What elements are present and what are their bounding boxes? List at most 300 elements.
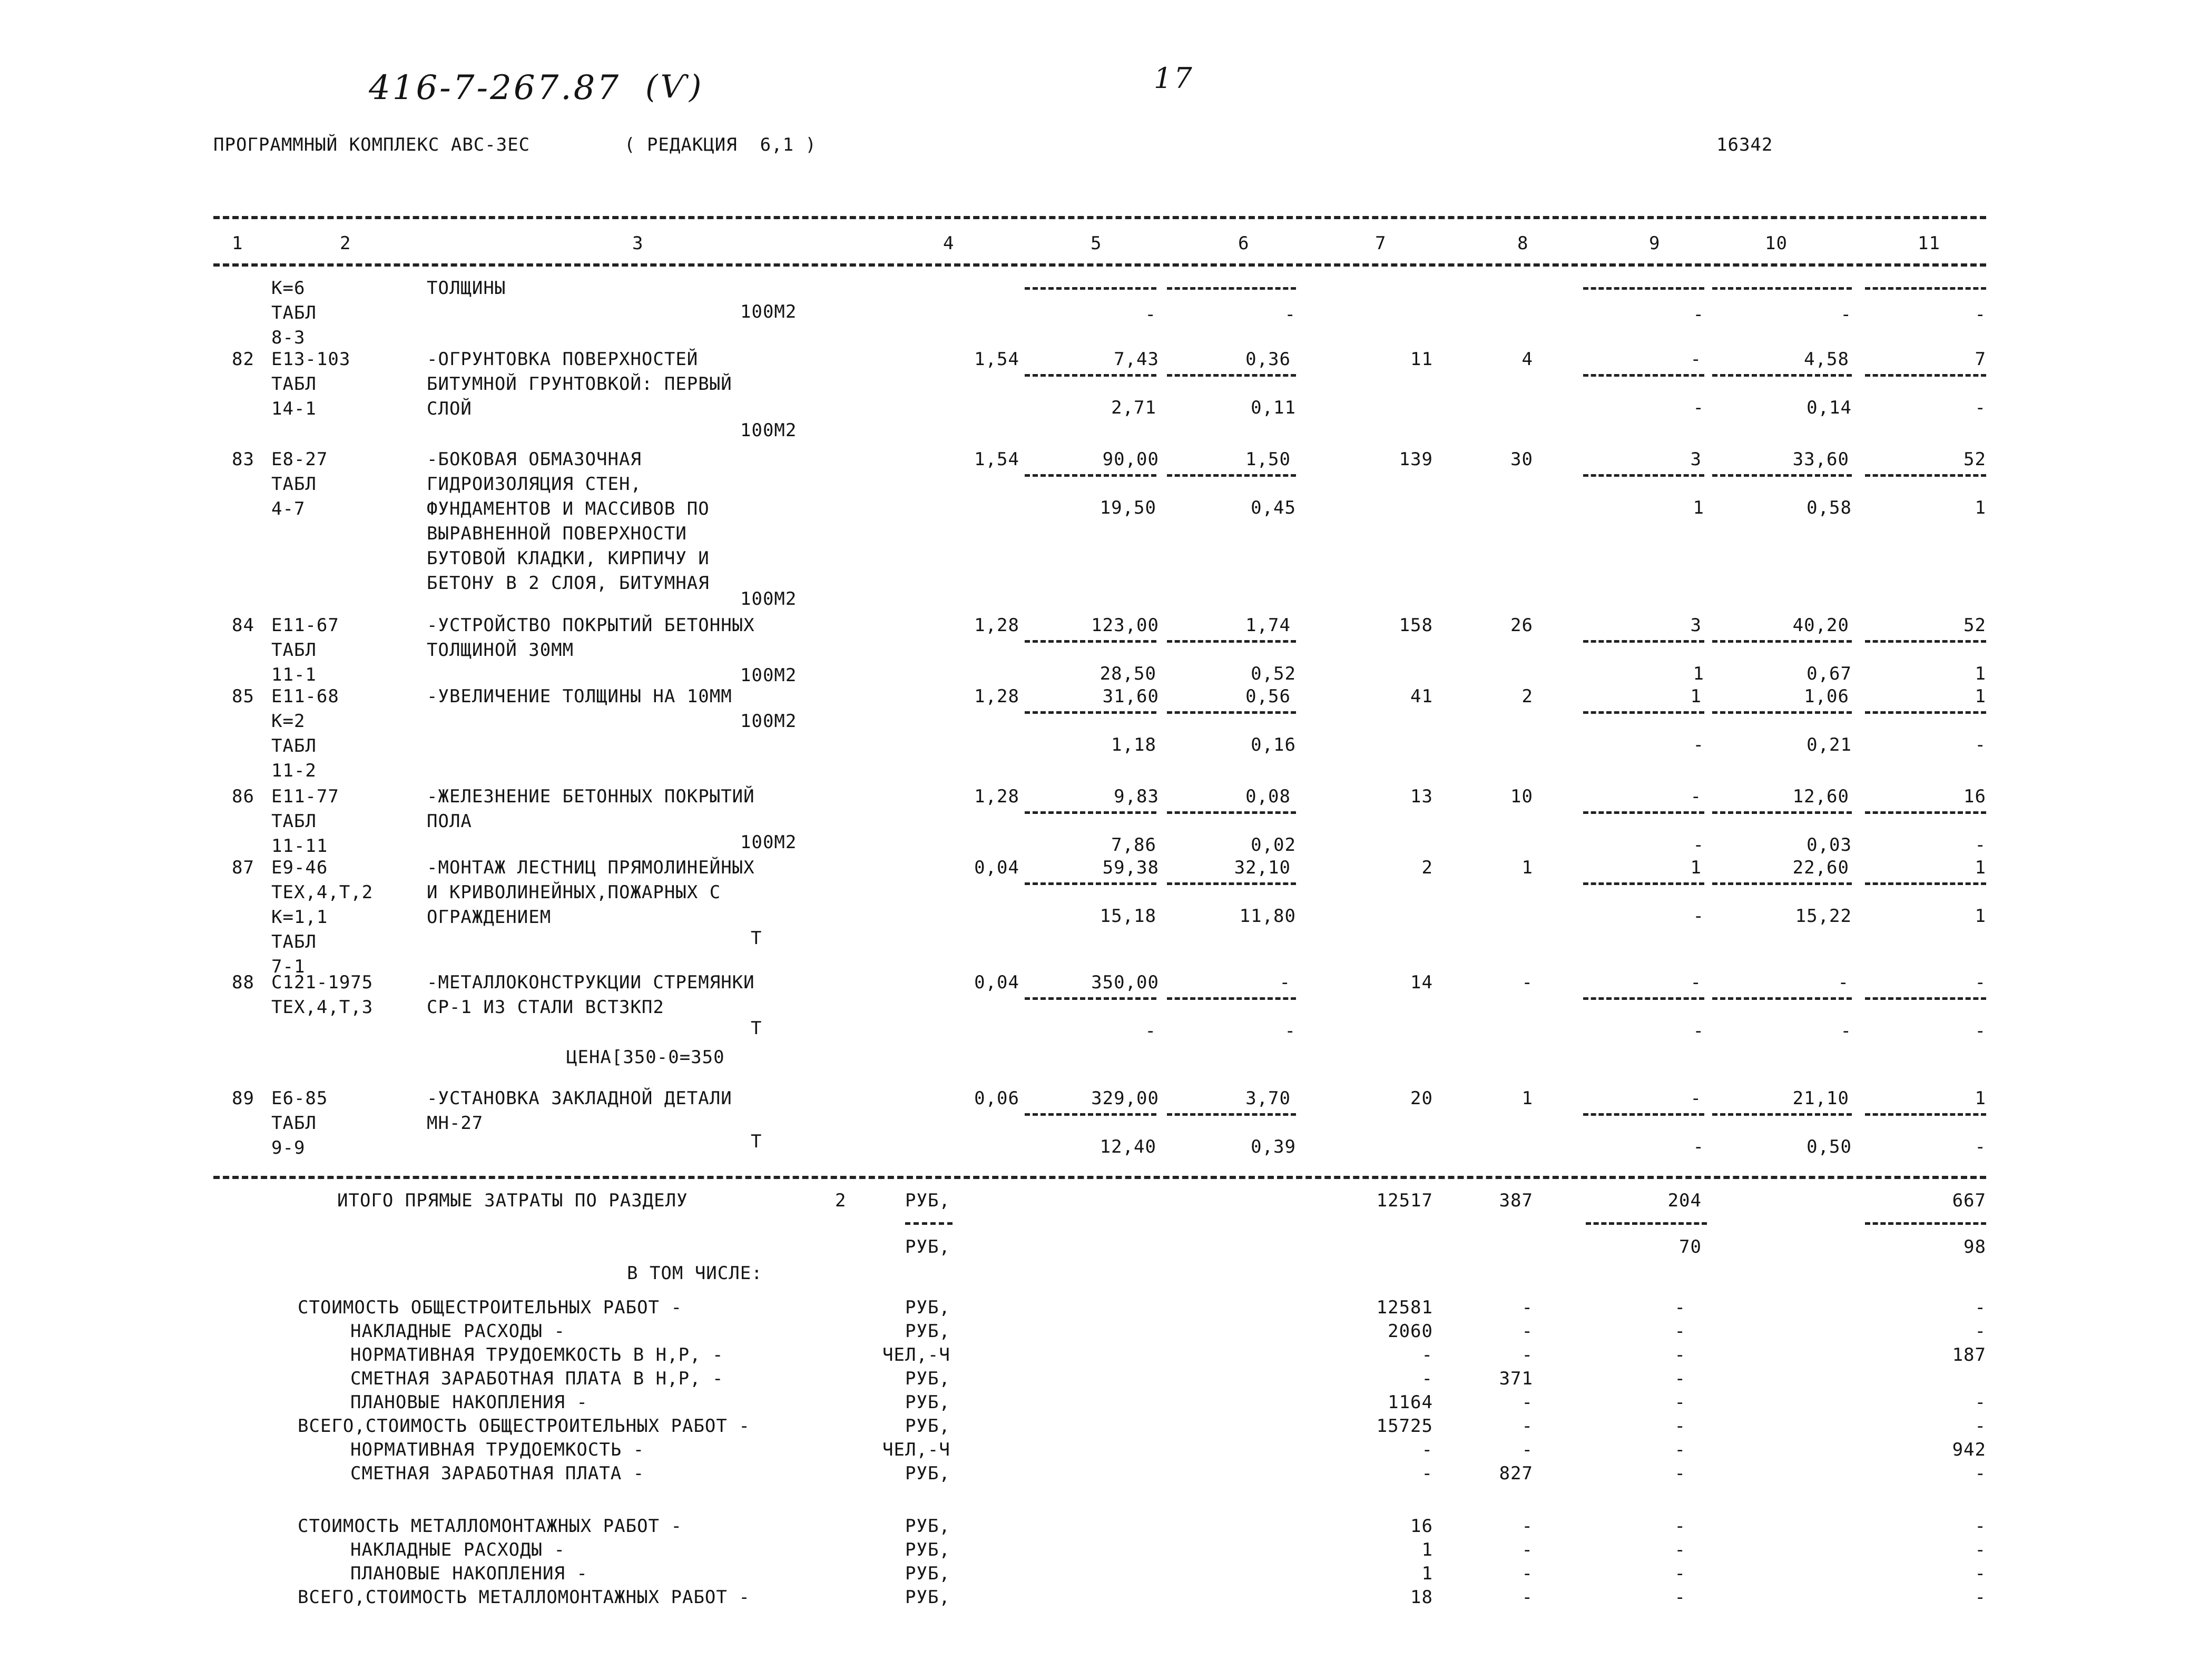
summary-c9: -	[1674, 1463, 1686, 1484]
summary-c7: 1	[1421, 1563, 1433, 1584]
dash-line	[1865, 640, 1986, 643]
cell-d9: -	[1693, 834, 1704, 856]
summary-unit: РУБ,	[905, 1463, 950, 1484]
summary-c8: 371	[1499, 1368, 1533, 1389]
norm-code: Е9-46	[271, 857, 328, 878]
dash-line	[1712, 474, 1852, 477]
norm-code: 11-11	[271, 836, 328, 857]
cell-coef: 1,28	[974, 786, 1019, 807]
cell-coef: 0,04	[974, 857, 1019, 878]
column-header-11: 11	[1918, 233, 1940, 254]
summary-c8: -	[1521, 1297, 1533, 1318]
summary-c8: -	[1521, 1416, 1533, 1437]
summary-c8: -	[1521, 1439, 1533, 1460]
cell-c5: 329,00	[1091, 1088, 1159, 1109]
dash-line	[1865, 474, 1986, 477]
norm-code: ТАБЛ	[271, 640, 317, 661]
cell-c7: 20	[1410, 1088, 1433, 1109]
cell-d10: -	[1840, 304, 1852, 325]
dash-line	[1586, 1222, 1707, 1225]
column-header-9: 9	[1649, 233, 1661, 254]
column-header-1: 1	[232, 233, 243, 254]
norm-code: К=2	[271, 711, 306, 732]
cell-c11: 52	[1963, 449, 1986, 470]
cell-c11: 16	[1963, 786, 1986, 807]
in-that-number: В ТОМ ЧИСЛЕ:	[627, 1263, 763, 1284]
dash-line	[1712, 287, 1852, 290]
cell-c8: -	[1521, 972, 1533, 993]
cell-c5: 9,83	[1114, 786, 1159, 807]
summary-c8: -	[1521, 1516, 1533, 1537]
summary-unit: РУБ,	[905, 1587, 950, 1608]
norm-code: 14-1	[271, 398, 317, 419]
work-description: ГИДРОИЗОЛЯЦИЯ СТЕН,	[427, 474, 642, 495]
cell-c10: 22,60	[1792, 857, 1849, 878]
dash-line	[1583, 374, 1704, 377]
cell-c9: 3	[1690, 449, 1702, 470]
cell-c6: 1,50	[1245, 449, 1291, 470]
cell-c5: 123,00	[1091, 615, 1159, 636]
dash-line	[1865, 1222, 1986, 1225]
cell-d11: 1	[1975, 663, 1986, 684]
cell-d11: 1	[1975, 906, 1986, 927]
norm-code: К=1,1	[271, 907, 328, 928]
dash-line	[1025, 882, 1156, 885]
page-number: 17	[1154, 62, 1194, 95]
cell-d6: 0,16	[1251, 734, 1296, 755]
dash-line	[1583, 287, 1704, 290]
cell-d9: -	[1693, 1020, 1704, 1042]
norm-code: ТЕХ,4,Т,3	[271, 997, 374, 1018]
dash-line	[1583, 711, 1704, 714]
cell-d9: -	[1693, 304, 1704, 325]
dash-line	[1025, 997, 1156, 1000]
summary-c11: -	[1975, 1297, 1986, 1318]
cell-coef: 0,06	[974, 1088, 1019, 1109]
cell-d5: 19,50	[1099, 497, 1156, 518]
unit: Т	[751, 928, 762, 949]
work-description: СР-1 ИЗ СТАЛИ ВСТ3КП2	[427, 997, 664, 1018]
program-name: ПРОГРАММНЫЙ КОМПЛЕКС АВС-3ЕС	[213, 134, 531, 155]
summary-c8: -	[1521, 1344, 1533, 1365]
cell-coef: 1,54	[974, 449, 1019, 470]
work-description: ФУНДАМЕНТОВ И МАССИВОВ ПО	[427, 498, 710, 519]
cell-coef: 1,28	[974, 686, 1019, 707]
norm-code: ТАБЛ	[271, 931, 317, 952]
cell-c5: 31,60	[1102, 686, 1159, 707]
header-rule-bottom	[213, 263, 1986, 267]
norm-code: 8-3	[271, 327, 306, 348]
cell-d6: 0,45	[1251, 497, 1296, 518]
cell-d6: 11,80	[1239, 906, 1296, 927]
dash-line	[1583, 1113, 1704, 1116]
dash-line	[905, 1222, 953, 1225]
cell-c6: 0,36	[1245, 349, 1291, 370]
column-header-2: 2	[340, 233, 351, 254]
cell-d6: 0,39	[1251, 1136, 1296, 1157]
cell-d6: 0,02	[1251, 834, 1296, 856]
cell-d5: 2,71	[1111, 397, 1156, 418]
dash-line	[1865, 811, 1986, 814]
cell-d5: 15,18	[1099, 906, 1156, 927]
cell-d5: 7,86	[1111, 834, 1156, 856]
totals-c11: 667	[1952, 1190, 1986, 1211]
dash-line	[1167, 374, 1296, 377]
cell-c10: 33,60	[1792, 449, 1849, 470]
cell-c7: 2	[1421, 857, 1433, 878]
row-number: 84	[232, 615, 254, 636]
cell-c5: 90,00	[1102, 449, 1159, 470]
cell-d11: -	[1975, 834, 1986, 856]
dash-line	[1865, 997, 1986, 1000]
cell-c8: 2	[1521, 686, 1533, 707]
cell-d9: -	[1693, 1136, 1704, 1157]
cell-c9: -	[1690, 972, 1702, 993]
dash-line	[1865, 1113, 1986, 1116]
dash-line	[1025, 711, 1156, 714]
dash-line	[1167, 882, 1296, 885]
cell-c10: 40,20	[1792, 615, 1849, 636]
summary-unit: РУБ,	[905, 1416, 950, 1437]
totals-c9: 204	[1667, 1190, 1702, 1211]
summary-unit: РУБ,	[905, 1297, 950, 1318]
cell-c6: 3,70	[1245, 1088, 1291, 1109]
row-number: 89	[232, 1088, 254, 1109]
cell-c11: 1	[1975, 1088, 1986, 1109]
cell-c7: 11	[1410, 349, 1433, 370]
summary-c9: -	[1674, 1439, 1686, 1460]
work-description: И КРИВОЛИНЕЙНЫХ,ПОЖАРНЫХ С	[427, 882, 721, 903]
totals-unit: РУБ,	[905, 1190, 950, 1211]
summary-label: НАКЛАДНЫЕ РАСХОДЫ -	[350, 1539, 565, 1560]
cell-c8: 10	[1510, 786, 1533, 807]
column-header-5: 5	[1091, 233, 1102, 254]
work-description: СЛОЙ	[427, 398, 472, 419]
row-number: 86	[232, 786, 254, 807]
cell-c7: 158	[1399, 615, 1433, 636]
dash-line	[1025, 640, 1156, 643]
dash-line	[1025, 474, 1156, 477]
dash-line	[1583, 811, 1704, 814]
dash-line	[1712, 1113, 1852, 1116]
dash-line	[1167, 1113, 1296, 1116]
dash-line	[1712, 997, 1852, 1000]
dash-line	[1583, 997, 1704, 1000]
cell-c7: 41	[1410, 686, 1433, 707]
work-description: -МЕТАЛЛОКОНСТРУКЦИИ СТРЕМЯНКИ	[427, 972, 755, 993]
cell-c10: 4,58	[1804, 349, 1849, 370]
cell-d11: -	[1975, 1136, 1986, 1157]
summary-c11: -	[1975, 1563, 1986, 1584]
summary-c11: -	[1975, 1587, 1986, 1608]
dash-line	[1167, 474, 1296, 477]
summary-c9: -	[1674, 1563, 1686, 1584]
cell-d6: 0,11	[1251, 397, 1296, 418]
summary-c8: 827	[1499, 1463, 1533, 1484]
column-header-10: 10	[1765, 233, 1788, 254]
summary-label: ПЛАНОВЫЕ НАКОПЛЕНИЯ -	[350, 1392, 588, 1413]
cell-c7: 13	[1410, 786, 1433, 807]
dash-line	[1167, 997, 1296, 1000]
cell-d10: 0,50	[1807, 1136, 1852, 1157]
column-header-8: 8	[1517, 233, 1529, 254]
cell-d6: -	[1284, 1020, 1296, 1042]
cell-d9: -	[1693, 734, 1704, 755]
cell-c11: 1	[1975, 857, 1986, 878]
dash-line	[1865, 711, 1986, 714]
cell-d10: 0,67	[1807, 663, 1852, 684]
work-description: -БОКОВАЯ ОБМАЗОЧНАЯ	[427, 449, 642, 470]
cell-c6: 32,10	[1234, 857, 1291, 878]
dash-line	[1712, 882, 1852, 885]
work-description: МН-27	[427, 1113, 484, 1134]
cell-d5: 12,40	[1099, 1136, 1156, 1157]
norm-code: ТАБЛ	[271, 735, 317, 757]
cell-c7: 14	[1410, 972, 1433, 993]
summary-label: СМЕТНАЯ ЗАРАБОТНАЯ ПЛАТА -	[350, 1463, 645, 1484]
cell-c6: 1,74	[1245, 615, 1291, 636]
cell-c7: 139	[1399, 449, 1433, 470]
unit: 100М2	[740, 301, 797, 322]
norm-code: 7-1	[271, 956, 306, 977]
unit: 100М2	[740, 832, 797, 853]
norm-code: Е11-77	[271, 786, 339, 807]
summary-c9: -	[1674, 1321, 1686, 1342]
work-description: -ОГРУНТОВКА ПОВЕРХНОСТЕЙ	[427, 349, 699, 370]
summary-c7: 1164	[1388, 1392, 1433, 1413]
dash-line	[1712, 640, 1852, 643]
cell-d5: 1,18	[1111, 734, 1156, 755]
dash-line	[1025, 374, 1156, 377]
dash-line	[1167, 640, 1296, 643]
cell-c9: -	[1690, 786, 1702, 807]
summary-c7: -	[1421, 1463, 1433, 1484]
cell-c8: 1	[1521, 1088, 1533, 1109]
summary-label: НОРМАТИВНАЯ ТРУДОЕМКОСТЬ В Н,Р, -	[350, 1344, 724, 1365]
cell-d9: -	[1693, 906, 1704, 927]
cell-c11: -	[1975, 972, 1986, 993]
cell-coef: 1,28	[974, 615, 1019, 636]
dash-line	[1583, 882, 1704, 885]
norm-code: ТЕХ,4,Т,2	[271, 882, 374, 903]
summary-c9: -	[1674, 1392, 1686, 1413]
summary-c11: -	[1975, 1539, 1986, 1560]
norm-code: ТАБЛ	[271, 474, 317, 495]
summary-unit: РУБ,	[905, 1321, 950, 1342]
unit: 100М2	[740, 665, 797, 686]
dash-line	[1025, 1113, 1156, 1116]
summary-c7: 1	[1421, 1539, 1433, 1560]
cell-d11: -	[1975, 397, 1986, 418]
cell-d5: -	[1145, 1020, 1156, 1042]
summary-label: НОРМАТИВНАЯ ТРУДОЕМКОСТЬ -	[350, 1439, 645, 1460]
summary-c11: 187	[1952, 1344, 1986, 1365]
cell-d6: -	[1284, 304, 1296, 325]
work-description: -УСТРОЙСТВО ПОКРЫТИЙ БЕТОННЫХ	[427, 615, 755, 636]
summary-c11: -	[1975, 1321, 1986, 1342]
work-description: -УСТАНОВКА ЗАКЛАДНОЙ ДЕТАЛИ	[427, 1088, 732, 1109]
cell-c10: 1,06	[1804, 686, 1849, 707]
norm-code: 4-7	[271, 498, 306, 519]
cell-c5: 350,00	[1091, 972, 1159, 993]
cell-c9: -	[1690, 1088, 1702, 1109]
norm-code: С121-1975	[271, 972, 374, 993]
summary-c8: -	[1521, 1321, 1533, 1342]
work-description: -ЖЕЛЕЗНЕНИЕ БЕТОННЫХ ПОКРЫТИЙ	[427, 786, 755, 807]
cell-d5: -	[1145, 304, 1156, 325]
summary-c7: -	[1421, 1344, 1433, 1365]
cell-d9: 1	[1693, 663, 1704, 684]
row-number: 87	[232, 857, 254, 878]
summary-unit: РУБ,	[905, 1563, 950, 1584]
work-description: ВЫРАВНЕННОЙ ПОВЕРХНОСТИ	[427, 523, 687, 544]
cell-d9: 1	[1693, 497, 1704, 518]
norm-code: 9-9	[271, 1137, 306, 1158]
summary-c8: -	[1521, 1563, 1533, 1584]
dash-line	[1025, 811, 1156, 814]
summary-label: СТОИМОСТЬ ОБЩЕСТРОИТЕЛЬНЫХ РАБОТ -	[298, 1297, 682, 1318]
cell-d11: -	[1975, 734, 1986, 755]
norm-code: Е8-27	[271, 449, 328, 470]
norm-code: Е11-68	[271, 686, 339, 707]
row-number: 85	[232, 686, 254, 707]
summary-unit: ЧЕЛ,-Ч	[882, 1439, 950, 1460]
cell-d10: 0,03	[1807, 834, 1852, 856]
summary-unit: РУБ,	[905, 1368, 950, 1389]
summary-unit: РУБ,	[905, 1539, 950, 1560]
unit: 100М2	[740, 420, 797, 441]
cell-d9: -	[1693, 397, 1704, 418]
work-description: -МОНТАЖ ЛЕСТНИЦ ПРЯМОЛИНЕЙНЫХ	[427, 857, 755, 878]
row-number: 82	[232, 349, 254, 370]
cell-c8: 4	[1521, 349, 1533, 370]
summary-c7: -	[1421, 1439, 1433, 1460]
dash-line	[1167, 711, 1296, 714]
doc-code: 416-7-267.87	[369, 68, 621, 107]
header-rule-top	[213, 216, 1986, 219]
summary-label: НАКЛАДНЫЕ РАСХОДЫ -	[350, 1321, 565, 1342]
summary-label: СМЕТНАЯ ЗАРАБОТНАЯ ПЛАТА В Н,Р, -	[350, 1368, 724, 1389]
cell-d6: 0,52	[1251, 663, 1296, 684]
norm-code: 11-1	[271, 664, 317, 685]
cell-d11: -	[1975, 1020, 1986, 1042]
totals-c7: 12517	[1376, 1190, 1433, 1211]
cell-c8: 26	[1510, 615, 1533, 636]
cell-d10: 0,58	[1807, 497, 1852, 518]
cell-c10: 21,10	[1792, 1088, 1849, 1109]
price-note: ЦЕНА[350-0=350	[566, 1047, 725, 1068]
cell-d10: 15,22	[1795, 906, 1852, 927]
summary-c7: -	[1421, 1368, 1433, 1389]
cell-c6: 0,56	[1245, 686, 1291, 707]
summary-c8: -	[1521, 1392, 1533, 1413]
unit: Т	[751, 1131, 762, 1152]
work-description: БЕТОНУ В 2 СЛОЯ, БИТУМНАЯ	[427, 573, 710, 594]
summary-label: ПЛАНОВЫЕ НАКОПЛЕНИЯ -	[350, 1563, 588, 1584]
cell-d10: 0,21	[1807, 734, 1852, 755]
norm-code: ТАБЛ	[271, 374, 317, 395]
summary-c9: -	[1674, 1368, 1686, 1389]
work-description: БИТУМНОЙ ГРУНТОВКОЙ: ПЕРВЫЙ	[427, 374, 732, 395]
norm-code: 11-2	[271, 760, 317, 781]
dash-line	[1712, 374, 1852, 377]
cell-c9: -	[1690, 349, 1702, 370]
dash-line	[1583, 474, 1704, 477]
cell-c6: -	[1279, 972, 1291, 993]
dash-line	[1865, 287, 1986, 290]
totals-c11b: 98	[1963, 1236, 1986, 1257]
column-header-7: 7	[1375, 233, 1387, 254]
work-description: ТОЛЩИНЫ	[427, 278, 506, 299]
cell-c11: 7	[1975, 349, 1986, 370]
cell-c9: 1	[1690, 857, 1702, 878]
summary-c7: 15725	[1376, 1416, 1433, 1437]
norm-code: Е6-85	[271, 1088, 328, 1109]
cell-coef: 1,54	[974, 349, 1019, 370]
work-description: ТОЛЩИНОЙ 30ММ	[427, 640, 574, 661]
unit: 100М2	[740, 588, 797, 610]
summary-c9: -	[1674, 1416, 1686, 1437]
summary-unit: РУБ,	[905, 1392, 950, 1413]
sheet-mark: (Ѵ)	[645, 68, 704, 105]
unit: Т	[751, 1018, 762, 1039]
summary-c9: -	[1674, 1516, 1686, 1537]
summary-c9: -	[1674, 1344, 1686, 1365]
cell-coef: 0,04	[974, 972, 1019, 993]
row-number: 88	[232, 972, 254, 993]
cell-d11: 1	[1975, 497, 1986, 518]
column-header-4: 4	[943, 233, 955, 254]
column-header-3: 3	[632, 233, 644, 254]
summary-c11: -	[1975, 1463, 1986, 1484]
summary-c11: -	[1975, 1516, 1986, 1537]
cell-c6: 0,08	[1245, 786, 1291, 807]
totals-section: 2	[835, 1190, 847, 1211]
dash-line	[1865, 374, 1986, 377]
totals-label: ИТОГО ПРЯМЫЕ ЗАТРАТЫ ПО РАЗДЕЛУ	[337, 1190, 688, 1211]
dash-line	[1167, 287, 1296, 290]
summary-c7: 18	[1410, 1587, 1433, 1608]
summary-unit: РУБ,	[905, 1516, 950, 1537]
norm-code: ТАБЛ	[271, 811, 317, 832]
cell-d10: -	[1840, 1020, 1852, 1042]
cell-c11: 52	[1963, 615, 1986, 636]
edition: ( РЕДАКЦИЯ 6,1 )	[624, 134, 817, 155]
dash-line	[1865, 882, 1986, 885]
summary-c8: -	[1521, 1587, 1533, 1608]
summary-c11: -	[1975, 1416, 1986, 1437]
dash-line	[1712, 711, 1852, 714]
column-header-6: 6	[1238, 233, 1250, 254]
cell-c10: -	[1838, 972, 1849, 993]
code-right: 16342	[1716, 134, 1773, 155]
summary-c11: 942	[1952, 1439, 1986, 1460]
summary-label: ВСЕГО,СТОИМОСТЬ ОБЩЕСТРОИТЕЛЬНЫХ РАБОТ -	[298, 1416, 750, 1437]
summary-c11: -	[1975, 1392, 1986, 1413]
cell-c10: 12,60	[1792, 786, 1849, 807]
summary-label: СТОИМОСТЬ МЕТАЛЛОМОНТАЖНЫХ РАБОТ -	[298, 1516, 682, 1537]
work-description: БУТОВОЙ КЛАДКИ, КИРПИЧУ И	[427, 548, 710, 569]
cell-c9: 3	[1690, 615, 1702, 636]
cell-d10: 0,14	[1807, 397, 1852, 418]
work-description: -УВЕЛИЧЕНИЕ ТОЛЩИНЫ НА 10ММ	[427, 686, 732, 707]
totals-c9b: 70	[1679, 1236, 1702, 1257]
work-description: ПОЛА	[427, 811, 472, 832]
norm-code: ТАБЛ	[271, 1113, 317, 1134]
dash-line	[1712, 811, 1852, 814]
dash-line	[1025, 287, 1156, 290]
work-description: ОГРАЖДЕНИЕМ	[427, 907, 552, 928]
